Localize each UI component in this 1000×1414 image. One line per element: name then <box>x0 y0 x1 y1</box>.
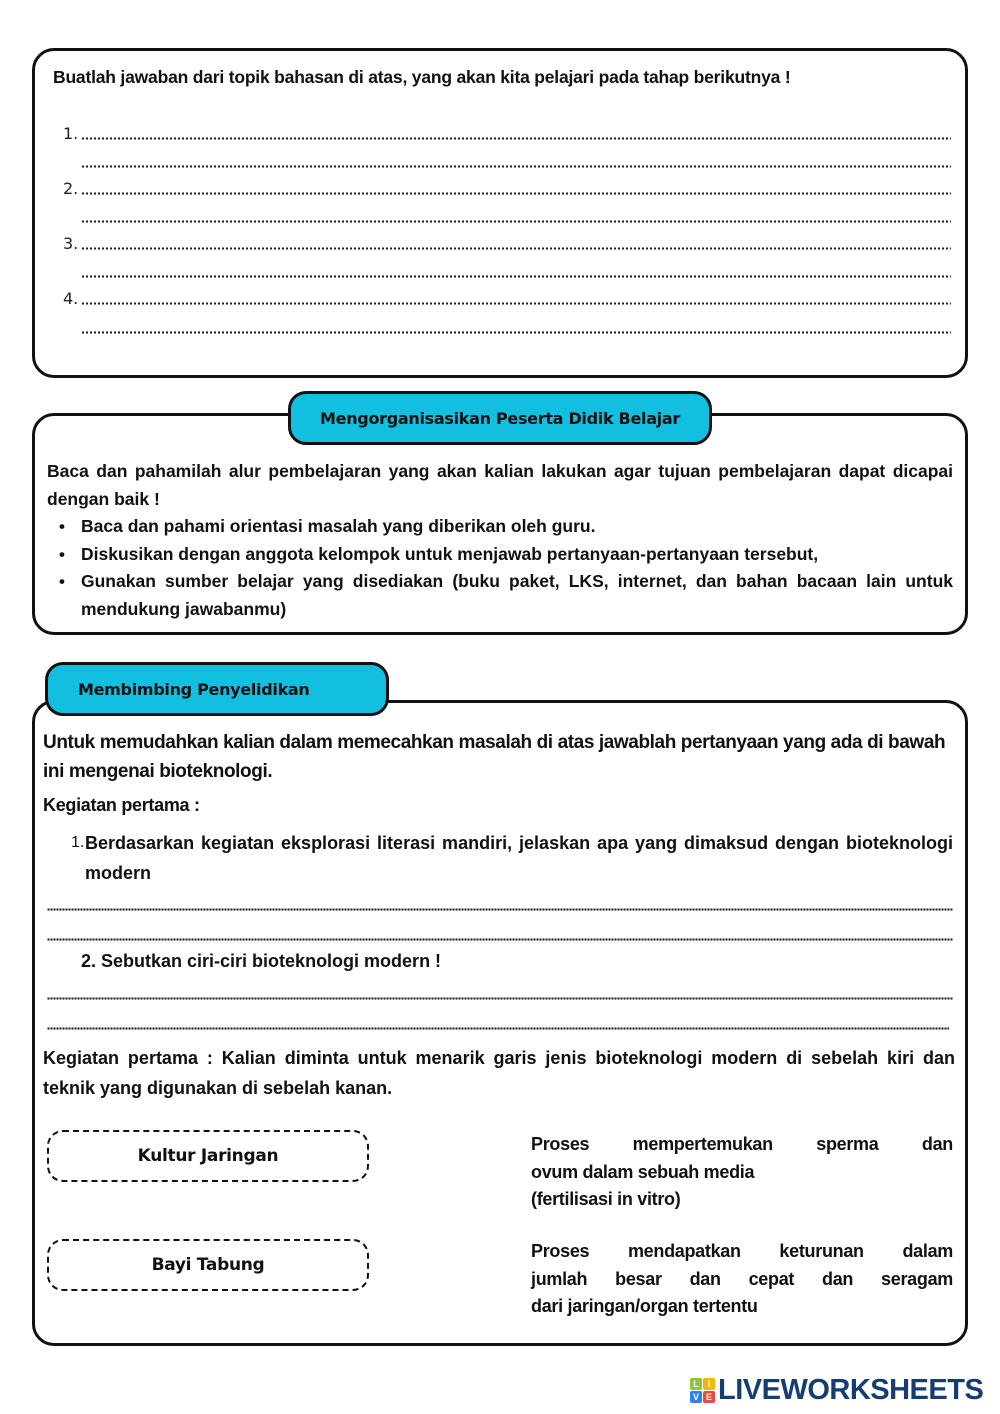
organize-box <box>32 413 968 635</box>
answer-line-4b[interactable] <box>81 317 951 337</box>
bullet-item: • Baca dan pahami orientasi masalah yang diberikan oleh guru. <box>47 513 953 541</box>
desc-line: Proses mendapatkan keturunan dalam <box>531 1241 953 1261</box>
desc-line: ovum dalam sebuah media <box>531 1161 755 1182</box>
activity-label: Kegiatan pertama : <box>43 795 200 815</box>
organize-intro: Baca dan pahamilah alur pembelajaran yang akan kalian lakukan agar tujuan pembelajaran dapat dicapai dengan baik ! <box>47 461 953 509</box>
investigation-intro: Untuk memudahkan kalian dalam memecahkan masalah di atas jawablah pertanyaan yang ada di bawah ini mengenai bioteknologi. <box>43 732 946 782</box>
answer-number: 2. <box>63 179 79 198</box>
dotted-line <box>81 165 951 168</box>
desc-line: jumlah besar dan cepat dan seragam <box>531 1268 953 1289</box>
organize-instructions <box>47 458 953 623</box>
section-header-investigation: Membimbing Penyelidikan <box>45 662 389 716</box>
bullet-item: • Diskusikan dengan anggota kelompok untuk menjawab pertanyaan-pertanyaan tersebut, <box>47 541 953 569</box>
answer-dotted-line[interactable] <box>47 1027 949 1030</box>
answer-dotted-line[interactable] <box>47 938 953 941</box>
logo-cell: V <box>690 1391 702 1403</box>
answer-line-1[interactable] <box>63 123 951 143</box>
answer-box <box>32 48 968 378</box>
section-header-organize: Mengorganisasikan Peserta Didik Belajar <box>288 391 712 445</box>
dotted-line <box>81 137 951 140</box>
investigation-box <box>32 700 968 1346</box>
answer-dotted-line[interactable] <box>47 908 953 911</box>
dotted-line <box>81 275 951 278</box>
answer-number: 3. <box>63 234 79 253</box>
question-2: 2. Sebutkan ciri-ciri bioteknologi modern ! <box>81 951 442 971</box>
answer-line-2[interactable] <box>63 178 951 198</box>
answer-line-4[interactable] <box>63 288 951 308</box>
liveworksheets-logo <box>690 1374 983 1406</box>
dotted-line <box>81 331 951 334</box>
question-1 <box>71 828 953 888</box>
matching-instructions: Kegiatan pertama : Kalian diminta untuk menarik garis jenis bioteknologi modern di sebelah kiri dan teknik yang digunakan di sebelah kanan. <box>43 1048 955 1098</box>
bullet-item: • Gunakan sumber belajar yang disediakan (buku paket, LKS, internet, dan bahan bacaan lain untuk mendukung jawabanmu) <box>47 568 953 623</box>
dotted-line <box>81 192 951 195</box>
answer-box-title: Buatlah jawaban dari topik bahasan di atas, yang akan kita pelajari pada tahap berikutnya ! <box>53 67 791 87</box>
desc-line: Proses mempertemukan sperma dan <box>531 1134 953 1154</box>
answer-dotted-line[interactable] <box>47 997 953 1000</box>
answer-number: 4. <box>63 289 79 308</box>
logo-cell: L <box>690 1378 702 1390</box>
answer-line-2b[interactable] <box>81 206 951 226</box>
question-text: Berdasarkan kegiatan eksplorasi literasi mandiri, jelaskan apa yang dimaksud dengan bioteknologi modern <box>85 833 953 883</box>
organize-bullet-list <box>47 513 953 623</box>
desc-line: dari jaringan/organ tertentu <box>531 1296 758 1316</box>
match-item-right-1[interactable] <box>531 1131 953 1214</box>
logo-cell: I <box>703 1378 715 1390</box>
answer-line-3b[interactable] <box>81 261 951 281</box>
question-number: 1. <box>71 834 85 851</box>
desc-line: (fertilisasi in vitro) <box>531 1189 681 1209</box>
logo-cell: E <box>703 1391 715 1403</box>
logo-text: LIVEWORKSHEETS <box>718 1373 984 1406</box>
match-item-left-2[interactable]: Bayi Tabung <box>47 1239 369 1291</box>
match-item-left-1[interactable]: Kultur Jaringan <box>47 1130 369 1182</box>
logo-icon <box>690 1378 715 1403</box>
answer-line-1b[interactable] <box>81 151 951 171</box>
dotted-line <box>81 247 951 250</box>
answer-number: 1. <box>63 124 79 143</box>
answer-line-3[interactable] <box>63 233 951 253</box>
match-item-right-2[interactable] <box>531 1238 953 1321</box>
dotted-line <box>81 302 951 305</box>
dotted-line <box>81 220 951 223</box>
